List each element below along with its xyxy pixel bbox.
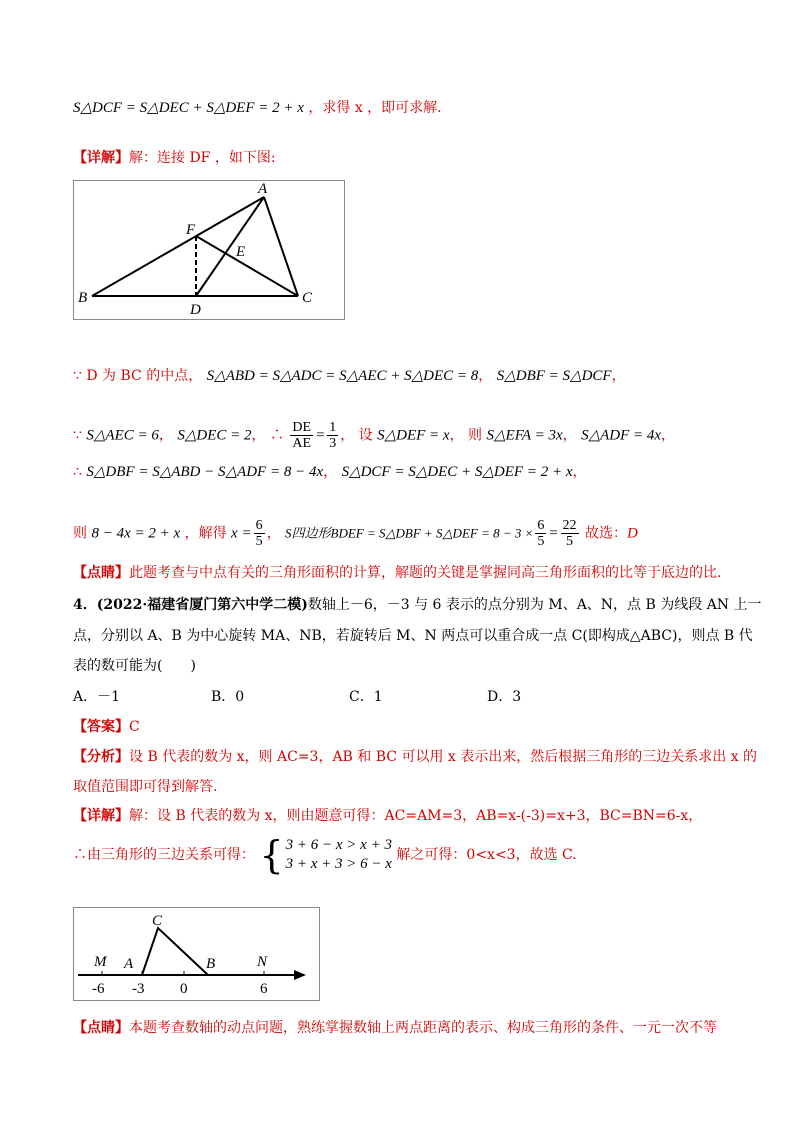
tick-label-zero: 0 [180, 981, 188, 997]
analysis-line-2 [73, 777, 217, 797]
tick-label-6: 6 [260, 981, 268, 997]
label-b2: B [206, 956, 216, 972]
sol-l4-area: S四边形BDEF = S△DBF + S△DEF = 8 − 3 × [285, 525, 534, 541]
number-line-diagram [74, 908, 319, 1000]
comment2-tag: 【点睛】 [73, 1020, 129, 1036]
label-d: D [190, 302, 201, 318]
axis-arrow-icon [294, 970, 306, 980]
comment1-text: 此题考查与中点有关的三角形面积的计算，解题的关键是掌握同高三角形面积的比等于底边的比. [129, 565, 722, 581]
label-a2: A [124, 956, 134, 972]
inequality-2: 3 + x + 3 > 6 − x [285, 856, 392, 872]
area-fraction: $\frac{6}{5}$ [537, 518, 545, 549]
comment1-tag: 【点睛】 [73, 565, 129, 581]
sol-l1-prefix: ∵ D 为 BC 的中点， [73, 368, 203, 384]
q4-number: 4． [73, 597, 97, 613]
q4-options [73, 687, 625, 707]
q4-line-2 [73, 626, 753, 646]
sol-l2-formula1: S△AEC = 6 [86, 427, 159, 444]
triangle-diagram [74, 181, 344, 319]
option-d: D．3 [487, 689, 522, 705]
answer-tag: 【答案】 [73, 719, 129, 735]
sol-l4-answer: D [626, 525, 638, 542]
sol-line-2: ∵ S△AEC = 6， S△DEC = 2， ∴ $\frac{DE}{AE}$ = $\frac{1}{3}$ ， 设 S△DEF = x， 则 S△EFA = 3x， S△ADF = 4x， [73, 420, 676, 451]
inequality-system [259, 833, 392, 877]
number-line-figure [73, 907, 320, 1001]
sol-l3-formula2: S△DCF = S△DEC + S△DEF = 2 + x [341, 464, 573, 480]
detail1-text: 解：连接 DF ，如下图: [129, 150, 276, 166]
area-equals: = [548, 525, 559, 542]
option-c: C．1 [349, 689, 383, 705]
tick-label-neg3: -3 [132, 981, 145, 997]
sol-line-3: ∴ S△DBF = S△ABD − S△ADF = 8 − 4x， S△DCF = S△DEC + S△DEF = 2 + x， [73, 464, 587, 480]
answer-value: C [129, 719, 140, 735]
area-result-fraction: $\frac{22}{5}$ [562, 518, 577, 549]
ratio-fraction: $\frac{DE}{AE}$ [292, 420, 312, 451]
x-fraction: $\frac{6}{5}$ [255, 518, 263, 549]
sol-l1-formula2: S△DBF = S△DCF [496, 368, 612, 384]
top-formula: S△DCF = S△DEC + S△DEF = 2 + x [73, 100, 304, 116]
detail1-line [73, 148, 276, 168]
sol-l2-therefore: ∴ [269, 427, 284, 444]
triangle-figure [73, 180, 345, 320]
tick-label-neg6: -6 [92, 981, 105, 997]
top-tail: ，求得 x ，即可求解. [308, 100, 442, 116]
inequality-1: 3 + 6 − x > x + 3 [285, 837, 392, 853]
segment-da [196, 197, 264, 296]
label-c: C [302, 290, 313, 306]
detail2-system-line [73, 835, 577, 875]
comment2-line [73, 1018, 717, 1038]
answer-line [73, 717, 140, 737]
comment1-line [73, 563, 721, 583]
sol-l4-prefix: 则 [73, 525, 87, 542]
sol-l4-choose: 故选： [584, 525, 627, 542]
detail2-conclusion: 解之可得：0<x<3，故选 C. [396, 847, 577, 863]
detail2-prefix: ∴由三角形的三边关系可得： [73, 847, 255, 863]
sol-l4-equation: 8 − 4x = 2 + x [91, 525, 181, 542]
segment-ac [264, 197, 298, 296]
detail2-text: 解：设 B 代表的数为 x，则由题意可得：AC=AM=3，AB=x-(-3)=x+3，BC=BN=6-x， [129, 808, 703, 824]
ratio-equals: = [315, 427, 326, 444]
option-a: A．－1 [73, 689, 121, 705]
label-c2: C [152, 913, 163, 929]
sol-l2-formula4: S△EFA = 3x [486, 427, 563, 444]
label-n: N [257, 954, 268, 970]
brace-symbol: { [259, 833, 284, 877]
sol-l2-prefix: ∵ [73, 427, 82, 444]
analysis-text2: 取值范围即可得到解答. [73, 779, 218, 795]
q4-line-1 [73, 595, 762, 615]
option-b: B．0 [211, 689, 245, 705]
q4-line-3 [73, 656, 196, 676]
detail2-tag: 【详解】 [73, 808, 129, 824]
top-line [73, 98, 442, 118]
q4-source: (2022·福建省厦门第六中学二模) [96, 597, 308, 613]
sol-l2-formula3: S△DEF = x [377, 427, 450, 444]
comment2-text: 本题考查数轴的动点问题，熟练掌握数轴上两点距离的表示、构成三角形的条件、一元一次不等 [129, 1020, 717, 1036]
ratio-value-fraction: $\frac{1}{3}$ [329, 420, 337, 451]
analysis-text1: 设 B 代表的数为 x，则 AC=3，AB 和 BC 可以用 x 表示出来，然后根据三角形的三边关系求出 x 的 [129, 749, 758, 765]
sol-l1-formula1: S△ABD = S△ADC = S△AEC + S△DEC = 8 [206, 368, 479, 384]
sol-l4-solve: ，解得 [184, 525, 227, 542]
sol-l2-formula2: S△DEC = 2 [177, 427, 252, 444]
sol-l3-prefix: ∴ [73, 464, 82, 480]
analysis-line-1 [73, 747, 757, 767]
q4-text1: 数轴上－6，－3 与 6 表示的点分别为 M、A、N，点 B 为线段 AN 上一 [307, 597, 762, 613]
label-e: E [236, 244, 246, 260]
sol-l2-set: 设 [358, 427, 373, 444]
sol-line-1: ∵ D 为 BC 的中点， S△ABD = S△ADC = S△AEC + S△DEC = 8， S△DBF = S△DCF， [73, 368, 626, 384]
q4-text2: 点，分别以 A、B 为中心旋转 MA、NB，若旋转后 M、N 两点可以重合成一点 C(即构成△ABC)，则点 B 代 [73, 628, 753, 644]
triangle-abc [142, 928, 208, 975]
sol-l2-then: 则 [468, 427, 483, 444]
q4-text3: 表的数可能为( ) [73, 658, 196, 674]
detail2-line [73, 806, 702, 826]
analysis-tag: 【分析】 [73, 749, 129, 765]
label-f: F [186, 222, 196, 238]
label-a: A [258, 181, 268, 197]
label-m: M [94, 954, 107, 970]
detail1-tag: 【详解】 [73, 150, 129, 166]
sol-l3-formula1: S△DBF = S△ABD − S△ADF = 8 − 4x [86, 464, 324, 480]
sol-l4-x: x = [231, 525, 252, 542]
label-b: B [78, 290, 88, 306]
segment-fc [196, 236, 298, 296]
sol-line-4: 则 8 − 4x = 2 + x ，解得 x = $\frac{6}{5}$ ， S四边形BDEF = S△DBF + S△DEF = 8 − 3 × $\frac{6}{5}$ = $\frac{22}{5}$ 故选：D [73, 518, 638, 549]
sol-l2-formula5: S△ADF = 4x [581, 427, 662, 444]
